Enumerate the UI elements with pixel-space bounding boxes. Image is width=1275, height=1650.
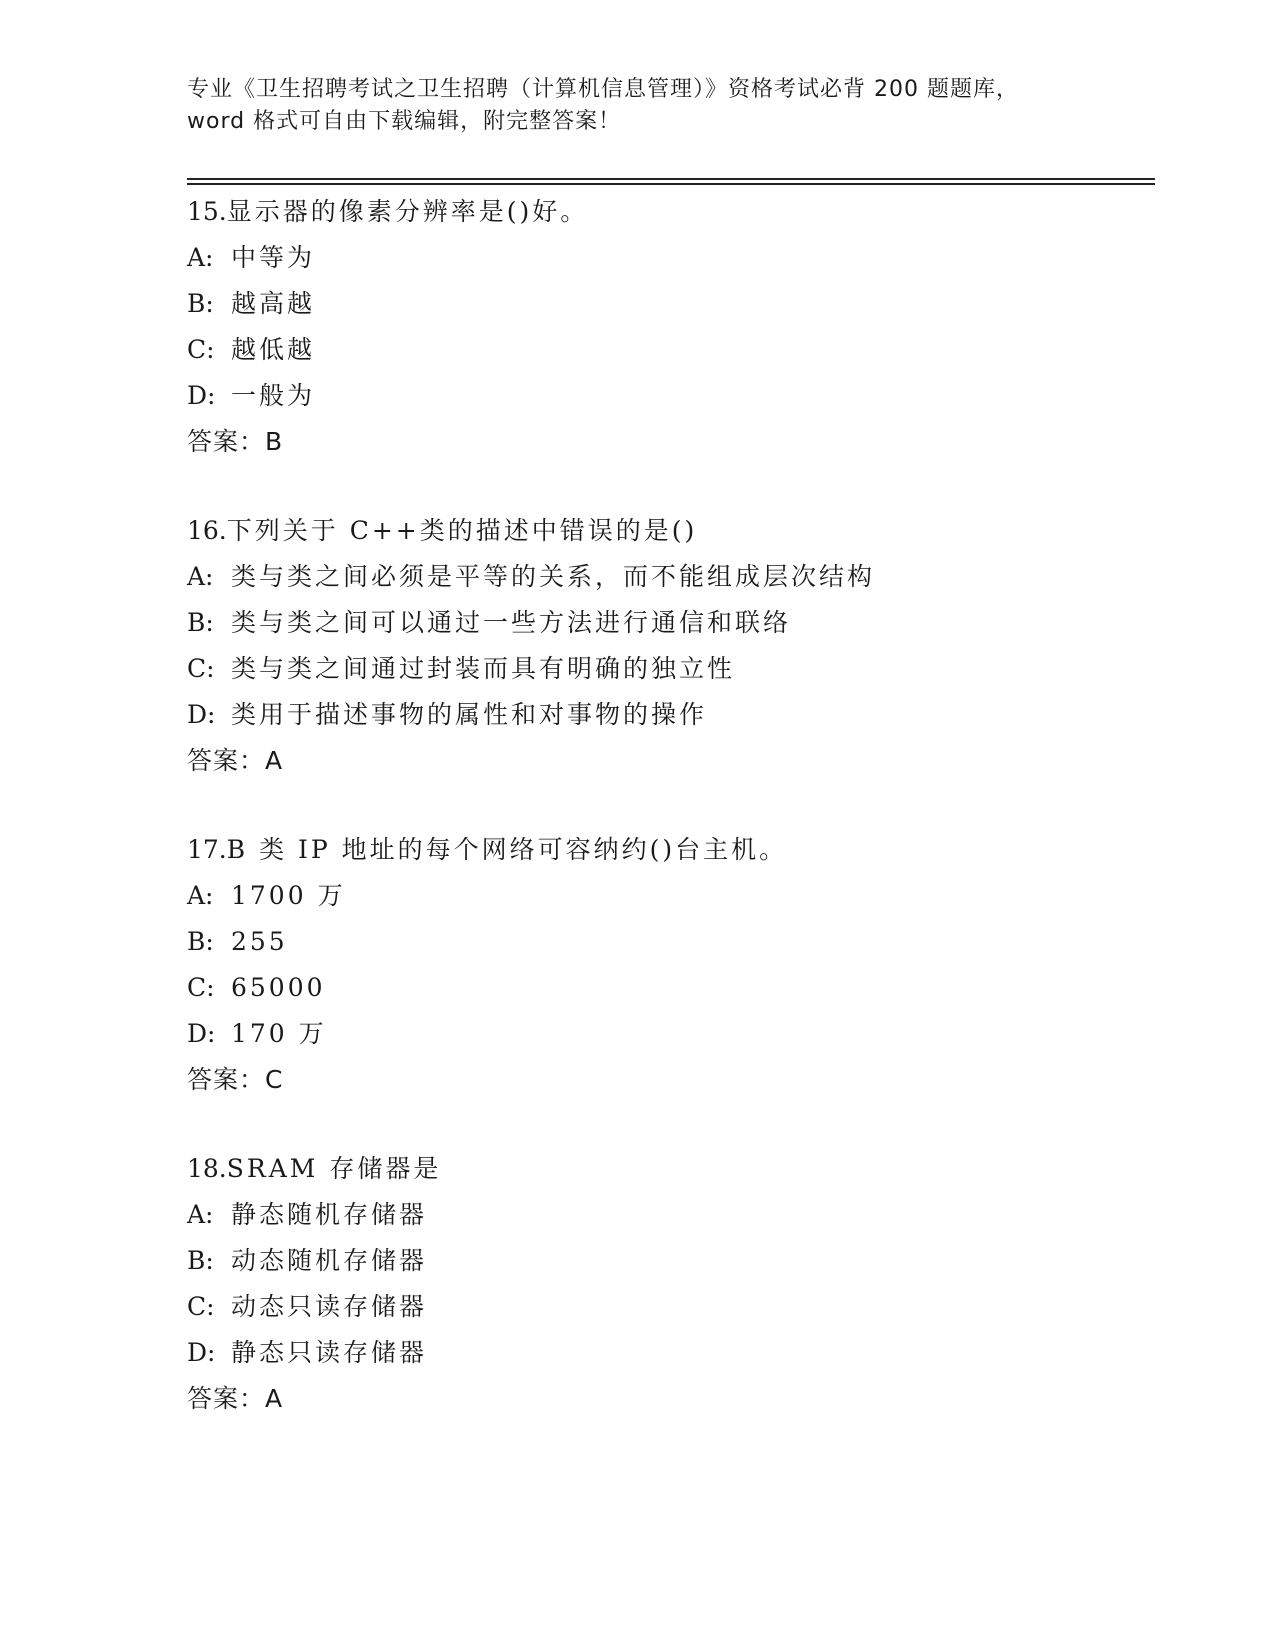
question-17 (187, 827, 1147, 1103)
option-text: 65000 (231, 973, 326, 1002)
option-d (187, 692, 1147, 738)
answer-line: 答案：A (187, 1384, 284, 1413)
option-letter: C: (187, 335, 215, 364)
option-text: 越低越 (231, 335, 316, 364)
option-letter: D: (187, 700, 216, 729)
option-text: 一般为 (231, 381, 316, 410)
option-text: 静态随机存储器 (231, 1200, 428, 1229)
question-text: 下列关于 C++类的描述中错误的是() (226, 516, 698, 545)
option-letter: B: (187, 608, 214, 637)
option-letter: C: (187, 973, 215, 1002)
question-stem (187, 189, 1147, 235)
option-text: 类用于描述事物的属性和对事物的操作 (231, 700, 708, 729)
option-letter: A: (187, 562, 214, 591)
question-text: SRAM 存储器是 (226, 1154, 442, 1183)
option-b (187, 281, 1147, 327)
answer-line: 答案：C (187, 1065, 284, 1094)
header-divider-top (187, 178, 1155, 180)
question-text: B 类 IP 地址的每个网络可容纳约()台主机。 (226, 835, 788, 864)
option-a (187, 554, 1147, 600)
option-letter: D: (187, 1019, 216, 1048)
option-c (187, 965, 1147, 1011)
document-header (187, 74, 1087, 138)
option-text: 255 (231, 927, 288, 956)
option-text: 静态只读存储器 (231, 1338, 428, 1367)
option-a (187, 1192, 1147, 1238)
option-letter: D: (187, 381, 216, 410)
option-c (187, 327, 1147, 373)
question-number: 16. (187, 516, 227, 545)
option-letter: B: (187, 927, 214, 956)
option-d (187, 1011, 1147, 1057)
question-text: 显示器的像素分辨率是()好。 (226, 197, 589, 226)
header-divider-bottom (187, 183, 1155, 185)
option-b (187, 919, 1147, 965)
question-15 (187, 189, 1147, 465)
option-c (187, 1284, 1147, 1330)
question-18 (187, 1146, 1147, 1422)
option-letter: A: (187, 881, 214, 910)
option-letter: B: (187, 289, 214, 318)
option-d (187, 1330, 1147, 1376)
option-text: 类与类之间通过封装而具有明确的独立性 (231, 654, 736, 683)
option-a (187, 873, 1147, 919)
option-a (187, 235, 1147, 281)
answer-line: 答案：A (187, 746, 284, 775)
question-stem (187, 508, 1147, 554)
question-list (187, 189, 1147, 1465)
option-text: 越高越 (231, 289, 316, 318)
header-line-2: word 格式可自由下载编辑，附完整答案！ (187, 109, 622, 134)
question-stem (187, 827, 1147, 873)
question-number: 18. (187, 1154, 227, 1183)
option-text: 1700 万 (231, 881, 346, 910)
header-line-1: 专业《卫生招聘考试之卫生招聘（计算机信息管理）》资格考试必背 200 题题库， (187, 77, 1019, 102)
question-number: 17. (187, 835, 227, 864)
option-text: 170 万 (231, 1019, 327, 1048)
option-letter: B: (187, 1246, 214, 1275)
option-b (187, 600, 1147, 646)
answer-line: 答案：B (187, 427, 284, 456)
option-text: 类与类之间必须是平等的关系，而不能组成层次结构 (231, 562, 876, 591)
option-c (187, 646, 1147, 692)
option-letter: C: (187, 1292, 215, 1321)
option-text: 类与类之间可以通过一些方法进行通信和联络 (231, 608, 792, 637)
option-letter: C: (187, 654, 215, 683)
option-text: 中等为 (231, 243, 316, 272)
option-text: 动态随机存储器 (231, 1246, 428, 1275)
question-16 (187, 508, 1147, 784)
option-d (187, 373, 1147, 419)
option-letter: A: (187, 1200, 214, 1229)
question-stem (187, 1146, 1147, 1192)
option-text: 动态只读存储器 (231, 1292, 428, 1321)
option-letter: A: (187, 243, 214, 272)
question-number: 15. (187, 197, 227, 226)
option-b (187, 1238, 1147, 1284)
option-letter: D: (187, 1338, 216, 1367)
